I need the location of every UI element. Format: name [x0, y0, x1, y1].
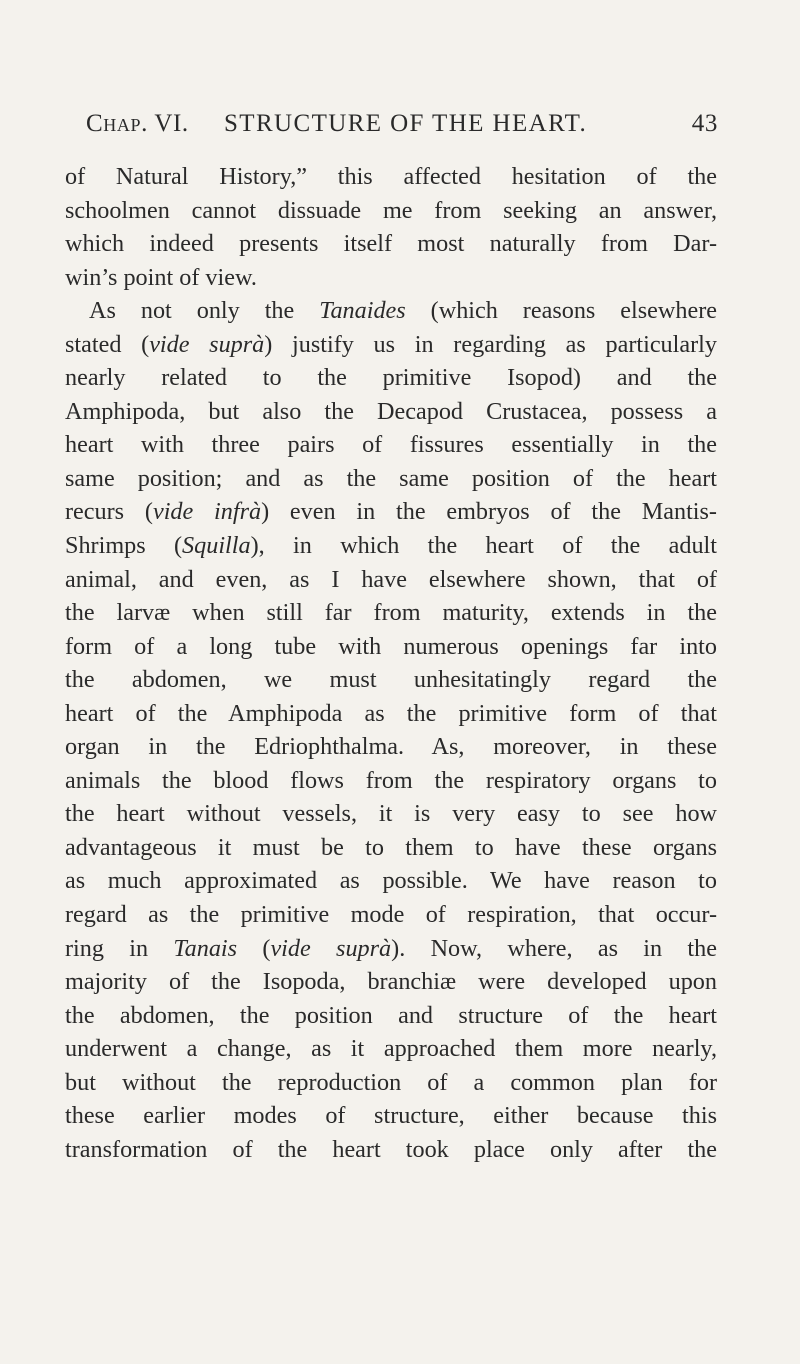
- text-line: but without the reproduction of a common plan for: [65, 1068, 717, 1096]
- text-line: advantageous it must be to them to have these organs: [65, 833, 717, 861]
- text-line: Amphipoda, but also the Decapod Crustacea, possess a: [65, 397, 717, 425]
- running-head: [86, 110, 718, 144]
- text-line: As not only the Tanaides (which reasons elsewhere: [89, 297, 717, 325]
- text-line: schoolmen cannot dissuade me from seeking an answer,: [65, 196, 717, 224]
- text-line: animals the blood flows from the respiratory organs to: [65, 766, 717, 794]
- text-line: win’s point of view.: [65, 263, 257, 291]
- text-line: the larvæ when still far from maturity, extends in the: [65, 599, 717, 627]
- text-line: nearly related to the primitive Isopod) and the: [65, 364, 717, 392]
- text-line: Shrimps (Squilla), in which the heart of the adult: [65, 532, 717, 560]
- text-line: ring in Tanais (vide suprà). Now, where, as in the: [65, 934, 717, 962]
- text-line: as much approximated as possible. We have reason to: [65, 867, 717, 895]
- text-line: organ in the Edriophthalma. As, moreover, in these: [65, 733, 717, 761]
- page-number: 43: [691, 110, 718, 137]
- text-line: form of a long tube with numerous openings far into: [65, 632, 717, 660]
- text-line: transformation of the heart took place only after the: [65, 1135, 717, 1163]
- text-line: the abdomen, we must unhesitatingly regard the: [65, 666, 717, 694]
- text-line: these earlier modes of structure, either because this: [65, 1102, 717, 1130]
- text-line: recurs (vide infrà) even in the embryos of the Mantis-: [65, 498, 717, 526]
- body-text: [65, 160, 717, 1166]
- text-line: of Natural History,” this affected hesitation of the: [65, 163, 717, 190]
- text-line: regard as the primitive mode of respiration, that occur-: [65, 901, 717, 929]
- text-line: the abdomen, the position and structure of the heart: [65, 1001, 717, 1029]
- text-line: same position; and as the same position of the heart: [65, 464, 717, 492]
- text-line: heart of the Amphipoda as the primitive form of that: [65, 699, 717, 727]
- running-title: STRUCTURE OF THE HEART.: [224, 110, 588, 137]
- chapter-label: Chap. VI.: [86, 110, 189, 137]
- text-line: heart with three pairs of fissures essentially in the: [65, 431, 717, 459]
- text-line: the heart without vessels, it is very easy to see how: [65, 800, 717, 828]
- text-line: which indeed presents itself most naturally from Dar-: [65, 230, 717, 258]
- text-line: animal, and even, as I have elsewhere shown, that of: [65, 565, 717, 593]
- text-line: stated (vide suprà) justify us in regarding as particularly: [65, 330, 717, 358]
- text-line: majority of the Isopoda, branchiæ were developed upon: [65, 968, 717, 996]
- text-line: underwent a change, as it approached them more nearly,: [65, 1035, 717, 1063]
